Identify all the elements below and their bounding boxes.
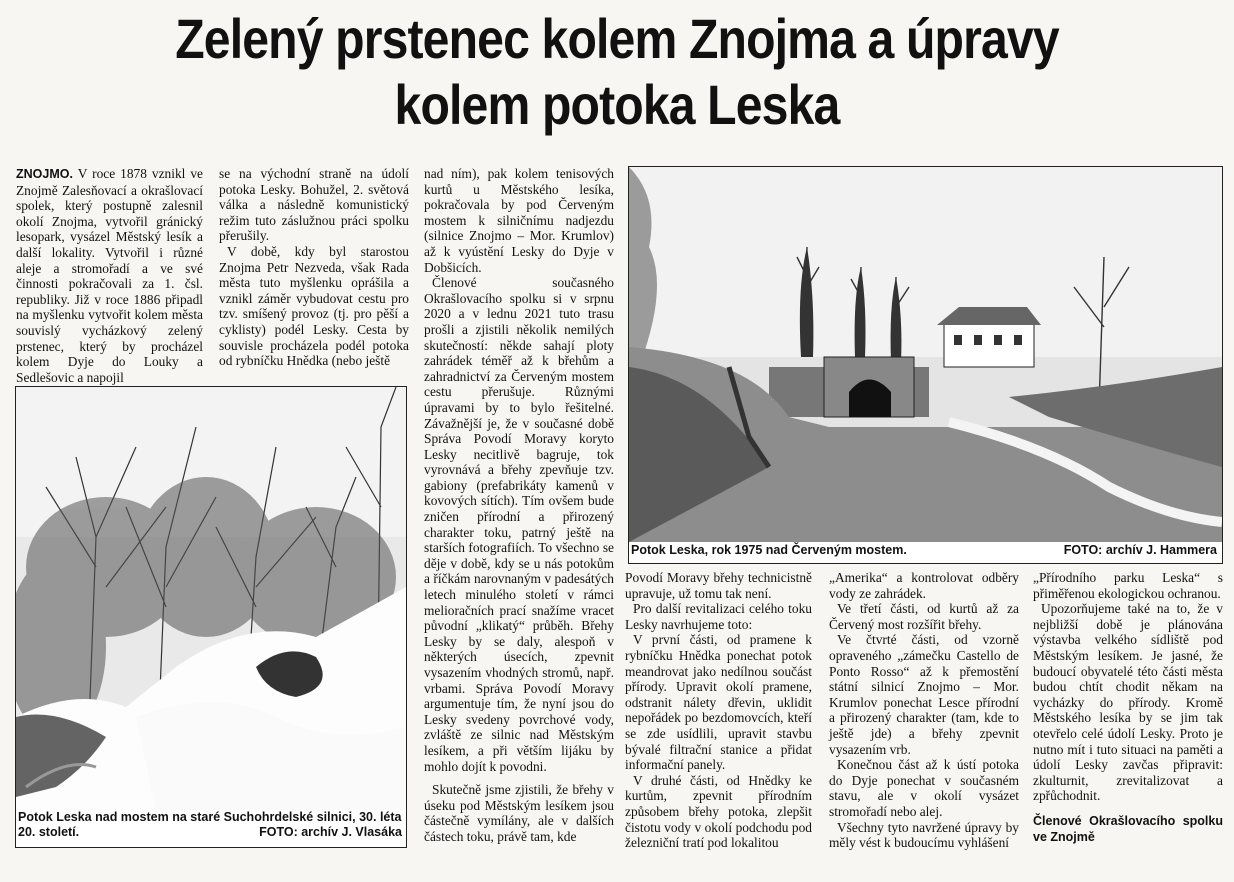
paragraph: Konečnou část až k ústí potoka do Dyje ponechat v současném stavu, ale v okolí vysázet stromořadí nebo alej. (829, 757, 1019, 819)
paragraph: „Amerika“ a kontrolovat odběry vody ze zahrádek. (829, 570, 1019, 601)
paragraph: Upozorňujeme také na to, že v nejbližší době je plánována výstavba velkého sídliště pod Městským lesíkem. Je jasné, že budoucí obyvatelé této části města budou chtít chodit někam na vycházky do přírody. Kromě Městského lesíka by se jim tak otevřelo celé údolí Lesky. Proto je nutno mít i tuto situaci na paměti a údolí Lesky zavčas připravit: zkulturnit, zrevitalizovat a zpřůchodnit. (1033, 601, 1223, 804)
paragraph: V roce 1878 vznikl ve Znojmě Zalesňovací a okrašlovací spolek, který postupně zalesnil okolí Znojma, vytvořil gránický lesopark, vysázel Městský lesík a další lokality. Vytvořil i různé aleje a stromořadí a ve své činnosti pokračovali za 1. čsl. republiky. Již v roce 1886 připadl na myšlenku vytvořit kolem města souvislý vycházkový zelený prstenec, který by procházel kolem Dyje do Louky a Sedlešovic a napojil (16, 166, 203, 385)
photo-snowy-creek (15, 386, 407, 848)
paragraph: Povodí Moravy břehy technicistně upravuje, už tomu tak není. (625, 570, 812, 601)
photo-left-caption (18, 810, 402, 840)
article-column-5 (829, 570, 1019, 851)
paragraph: Členové současného Okrašlovacího spolku si v srpnu 2020 a v lednu 2021 tuto trasu prošli a zjistili několik nemilých skutečností: někde sahají ploty zahrádek téměř až k břehům a zahradnictví za Červeným mostem cestu přerušuje. Různými úpravami by to bylo řešitelné. Závažnější je, že v současné době Správa Povodí Moravy koryto Lesky necitlivě bagruje, tok vyrovnává a břehy zpevňuje tzv. gabiony (prefabrikáty kamenů v kovových sítích). Tím ovšem bude zničen přírodní a přirozený charakter toku, patrný ještě na starších fotografiích. To všechno se děje v době, kdy se u nás potokům a říčkám narovnaným v padesátých letech minulého století v rámci melioračních prací snažíme vracet původní „klikatý“ průběh. Břehy Lesky by se daly, alespoň v některých úsecích, zpevnit vysazením vhodných stromů, např. vrbami. Správa Povodí Moravy argumentuje tím, že nyní jsou do Lesky svedeny povrchové vody, zvláště ze silnic nad Městským lesíkem, a při větším lijáku by mohlo dojít k povodni. (424, 275, 614, 774)
paragraph: Ve třetí části, od kurtů až za Červený most rozšířit břehy. (829, 601, 1019, 632)
article-column-2 (219, 166, 409, 369)
red-bridge-image (629, 167, 1222, 542)
photo-credit: FOTO: archív J. Vlasáka (259, 825, 402, 839)
paragraph: se na východní straně na údolí potoka Lesky. Bohužel, 2. světová válka a následně komunistický režim tuto záslužnou práci spolku přerušily. (219, 166, 409, 244)
article-column-4 (625, 570, 812, 851)
snowy-creek-image (16, 387, 406, 811)
headline-line-1: Zelený prstenec kolem Znojma a úpravy (175, 7, 1059, 70)
signature: Členové Okrašlovacího spolku ve Znojmě (1033, 813, 1223, 844)
photo-credit: FOTO: archív J. Hammera (1063, 543, 1217, 557)
article-column-6 (1033, 570, 1223, 845)
paragraph: Pro další revitalizaci celého toku Lesky navrhujeme toto: (625, 601, 812, 632)
article-column-3 (424, 166, 614, 845)
paragraph: nad ním), pak kolem tenisových kurtů u Městského lesíka, pokračovala by pod Červeným mostem k silničnímu nadjezdu (silnice Znojmo – Mor. Krumlov) až k vyústění Lesky do Dyje v Dobšicích. (424, 166, 614, 275)
paragraph: V druhé části, od Hnědky ke kurtům, zpevnit přírodním způsobem břehy potoka, zlepšit čistotu vody v okolí podchodu pod železniční tratí pod lokalitou (625, 772, 812, 851)
paragraph: Ve čtvrté části, od vzorně opraveného „zámečku Castello de Ponto Rosso“ až k přemostění státní silnicí Znojmo – Mor. Krumlov ponechat Lesce přírodní a přirozený charakter (tam, kde to ještě jde) a břehy zpevnit vysazením vrb. (829, 632, 1019, 757)
paragraph: V první části, od pramene k rybníčku Hnědka ponechat potok meandrovat jako nedílnou součást přírody. Upravit okolí pramene, odstranit nálety dřevin, uklidit nepořádek po bezdomovcích, kteří se zde usídlili, upravit stavbu bývalé filtrační stanice a přidat informační panely. (625, 632, 812, 773)
dateline: ZNOJMO. (16, 167, 73, 181)
headline (86, 6, 1147, 138)
photo-red-bridge (628, 166, 1223, 564)
caption-text: Potok Leska nad mostem na staré Suchohrdelské silnici, 30. léta 20. století. (18, 810, 402, 839)
photo-right-caption (631, 543, 1217, 558)
headline-line-2: kolem potoka Leska (394, 73, 840, 136)
paragraph: V době, kdy byl starostou Znojma Petr Nezveda, však Rada města tuto myšlenku oprášila a vznikl záměr vybudovat cestu pro tzv. smíšený provoz (tj. pro pěší a cyklisty) podél Lesky. Cesta by souvisle procházela podél potoka od rybníčku Hnědka (nebo ještě (219, 243, 409, 369)
paragraph: Všechny tyto navržené úpravy by měly vést k budoucímu vyhlášení (829, 819, 1019, 851)
paragraph: „Přírodního parku Leska“ s přiměřenou ekologickou ochranou. (1033, 570, 1223, 601)
article-column-1 (16, 166, 203, 385)
caption-text: Potok Leska, rok 1975 nad Červeným mostem. (631, 543, 907, 557)
paragraph: Skutečně jsme zjistili, že břehy v úseku pod Městským lesíkem jsou částečně vymílány, ale v dalších částech toku, právě tam, kde (424, 782, 614, 844)
